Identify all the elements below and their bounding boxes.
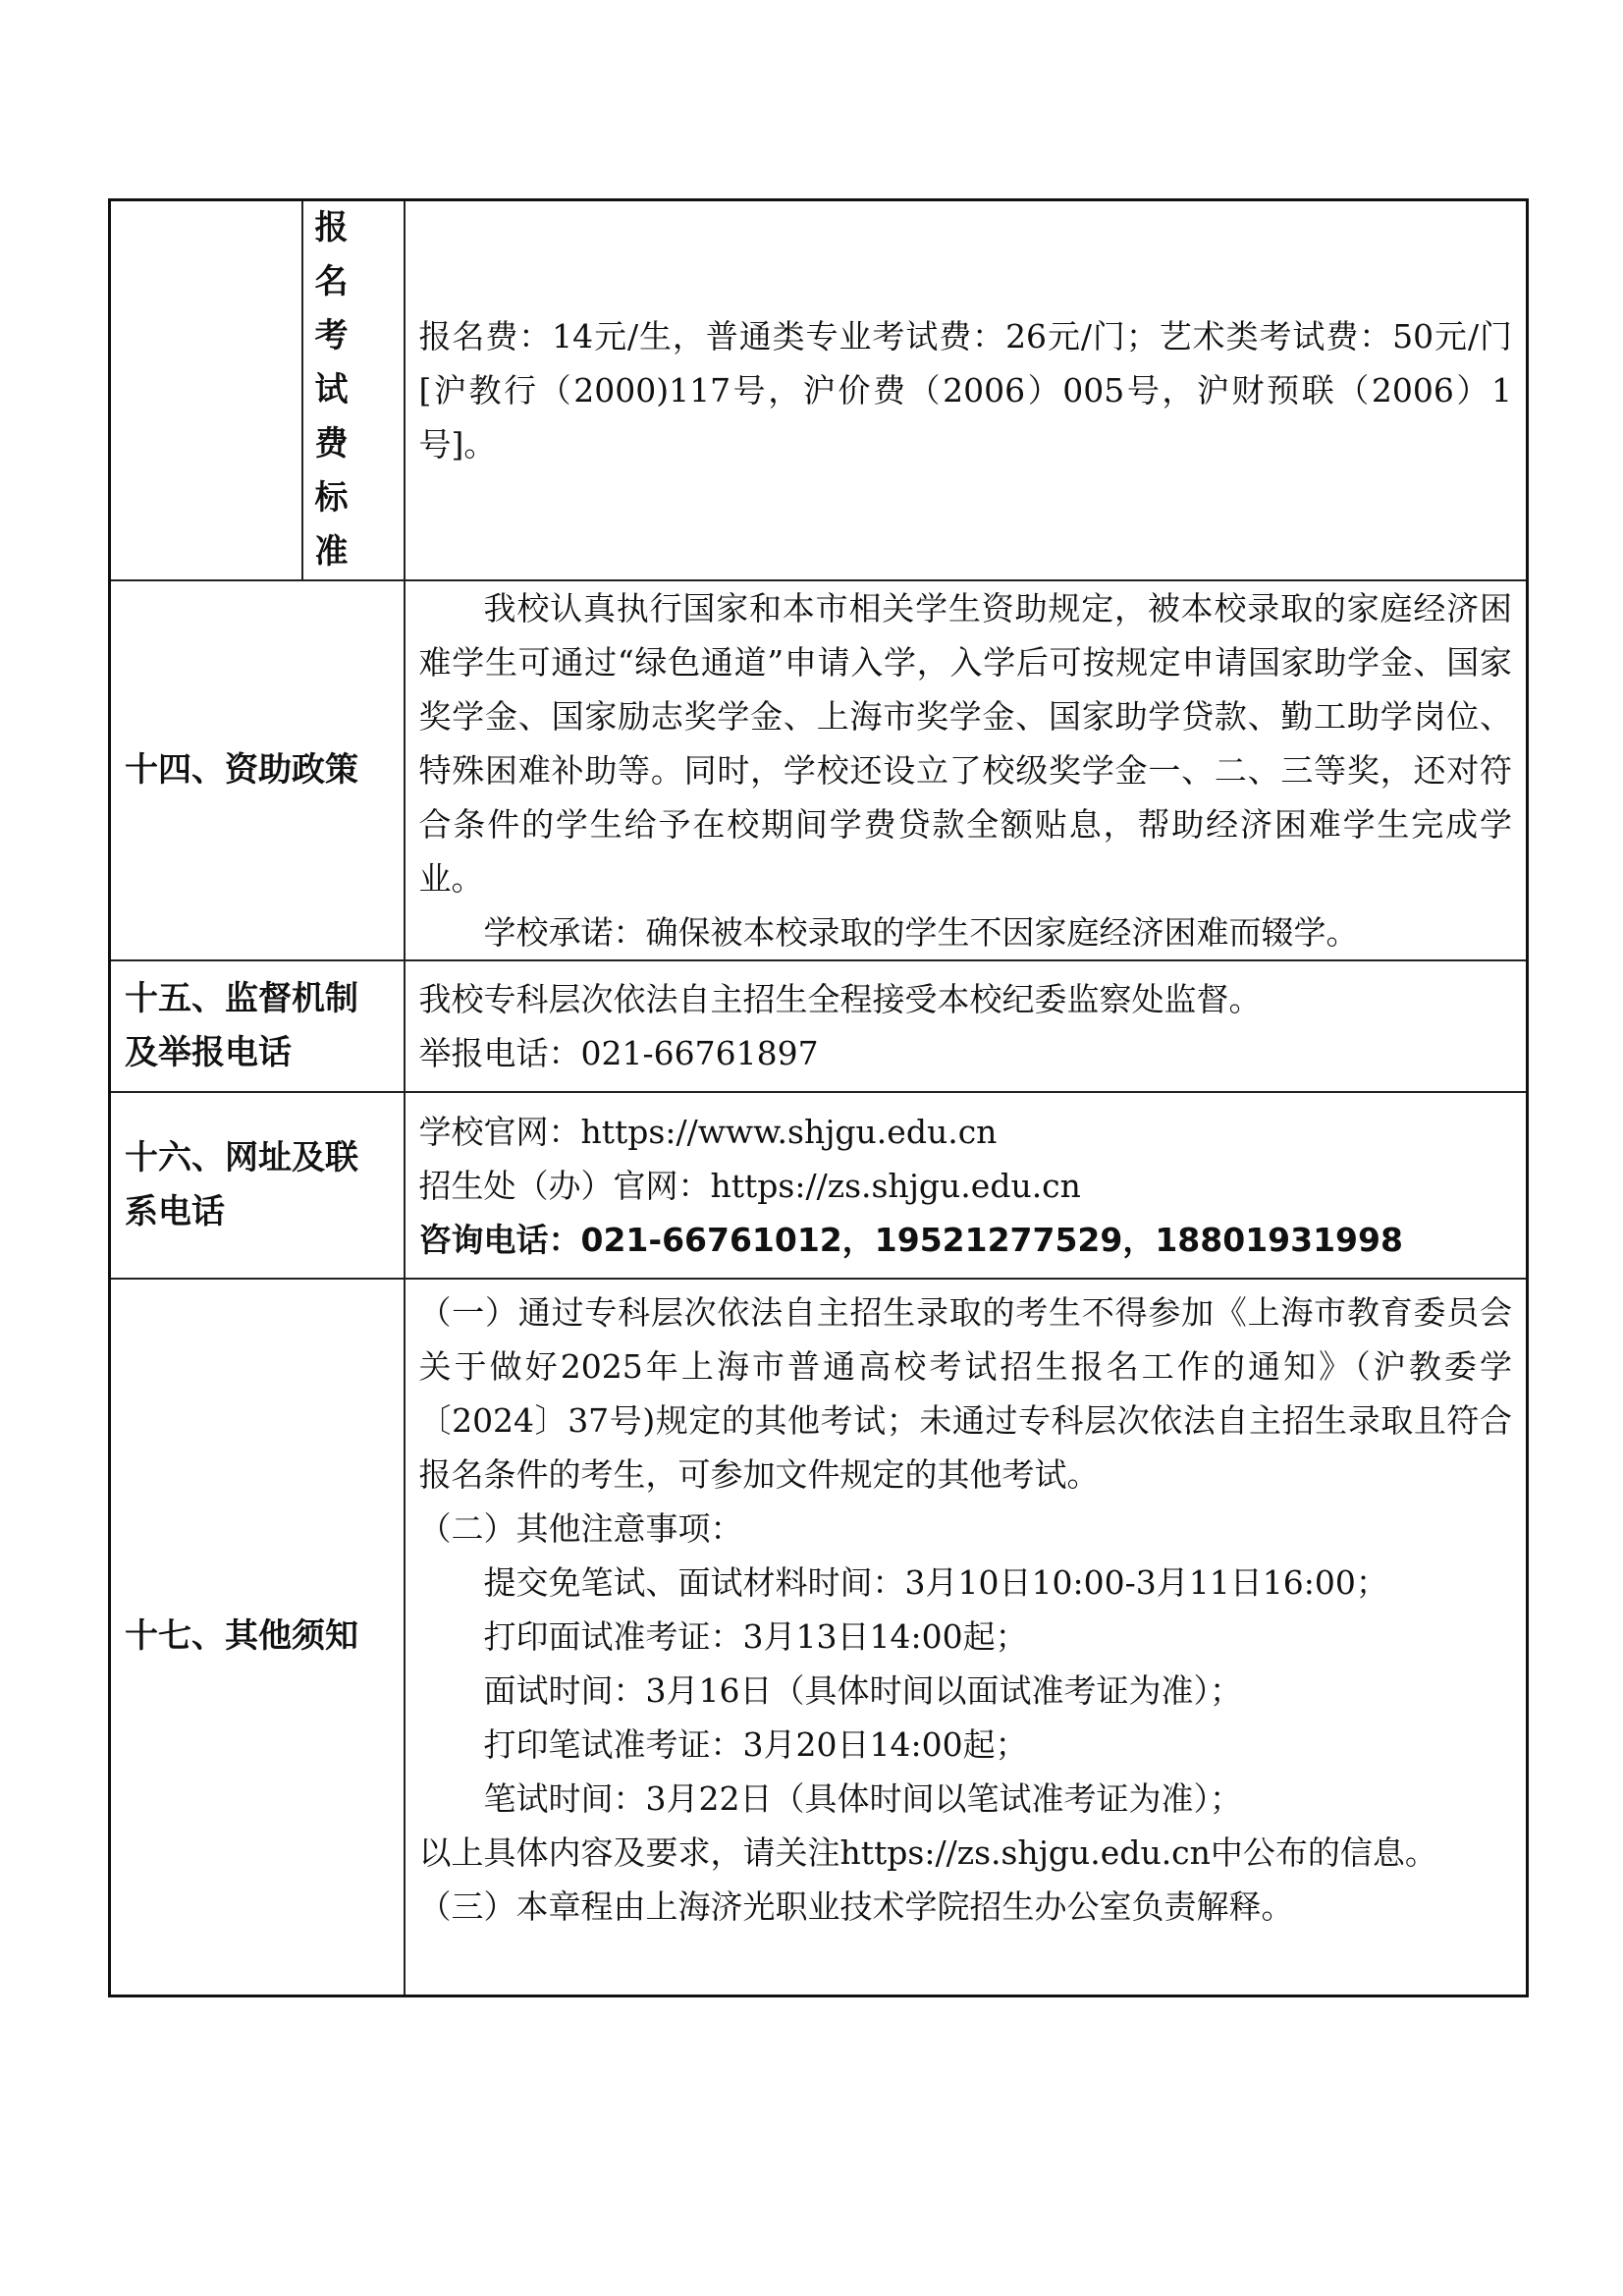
contact-label-cell [110, 1092, 405, 1279]
aid-paragraph-2: 学校承诺：确保被本校录取的学生不因家庭经济困难而辍学。 [483, 913, 1359, 952]
contact-row [110, 1092, 1528, 1279]
supervision-content-cell [405, 960, 1528, 1092]
schedule-item: 面试时间：3月16日（具体时间以面试准考证为准）； [483, 1671, 1242, 1710]
school-website: 学校官网：https://www.shjgu.edu.cn [418, 1112, 998, 1151]
supervision-row [110, 960, 1528, 1092]
fee-sublabel: 报名考试费标准 [314, 208, 358, 572]
notes-label: 十七、其他须知 [125, 1616, 358, 1657]
notes-followup: 以上具体内容及要求，请关注https://zs.shjgu.edu.cn中公布的信息。 [418, 1833, 1437, 1872]
aid-row [110, 580, 1528, 960]
supervision-line-1: 我校专科层次依法自主招生全程接受本校纪委监察处监督。 [418, 980, 1262, 1018]
notes-content-cell [405, 1279, 1528, 1995]
schedule-item: 笔试时间：3月22日（具体时间以笔试准考证为准）； [483, 1779, 1242, 1818]
notes-item-3: （三）本章程由上海济光职业技术学院招生办公室负责解释。 [418, 1887, 1294, 1926]
schedule-item: 提交免笔试、面试材料时间：3月10日10:00-3月11日16:00； [483, 1563, 1388, 1602]
schedule-item: 打印笔试准考证：3月20日14:00起； [483, 1725, 1028, 1764]
schedule-item: 打印面试准考证：3月13日14:00起； [483, 1617, 1028, 1656]
supervision-label: 十五、监督机制及举报电话 [125, 979, 358, 1072]
notes-row [110, 1279, 1528, 1995]
fee-sublabel-cell [302, 200, 405, 581]
admission-info-table [108, 198, 1529, 1997]
contact-label: 十六、网址及联系电话 [125, 1138, 358, 1231]
notes-item-2-title: （二）其他注意事项： [418, 1509, 743, 1548]
aid-content-cell [405, 580, 1528, 960]
aid-label: 十四、资助政策 [125, 750, 358, 790]
aid-paragraph-1: 我校认真执行国家和本市相关学生资助规定，被本校录取的家庭经济困难学生可通过“绿色通道”申请入学，入学后可按规定申请国家助学金、国家奖学金、国家励志奖学金、上海市奖学金、国家助学贷款、勤工助学岗位、特殊困难补助等。同时，学校还设立了校级奖学金一、二、三等奖，还对符合条件的学生给予在校期间学费贷款全额贴息，帮助经济困难学生完成学业。 [418, 589, 1512, 898]
fee-row-empty-cell [110, 200, 302, 581]
contact-content-cell [405, 1092, 1528, 1279]
report-phone: 举报电话：021-66761897 [418, 1034, 819, 1072]
admission-website: 招生处（办）官网：https://zs.shjgu.edu.cn [418, 1166, 1081, 1205]
fee-text: 报名费：14元/生，普通类专业考试费：26元/门；艺术类考试费：50元/门[沪教行（2000)117号，沪价费（2006）005号，沪财预联（2006）1号]。 [418, 317, 1513, 464]
consult-phone: 咨询电话：021-66761012，19521277529，18801931998 [418, 1220, 1403, 1259]
aid-label-cell [110, 580, 405, 960]
fee-content-cell [405, 200, 1528, 581]
supervision-label-cell [110, 960, 405, 1092]
notes-item-1: （一）通过专科层次依法自主招生录取的考生不得参加《上海市教育委员会关于做好2025年上海市普通高校考试招生报名工作的通知》（沪教委学〔2024〕37号)规定的其他考试；未通过专科层次依法自主招生录取且符合报名条件的考生，可参加文件规定的其他考试。 [418, 1293, 1512, 1494]
notes-label-cell [110, 1279, 405, 1995]
fee-row [110, 200, 1528, 581]
